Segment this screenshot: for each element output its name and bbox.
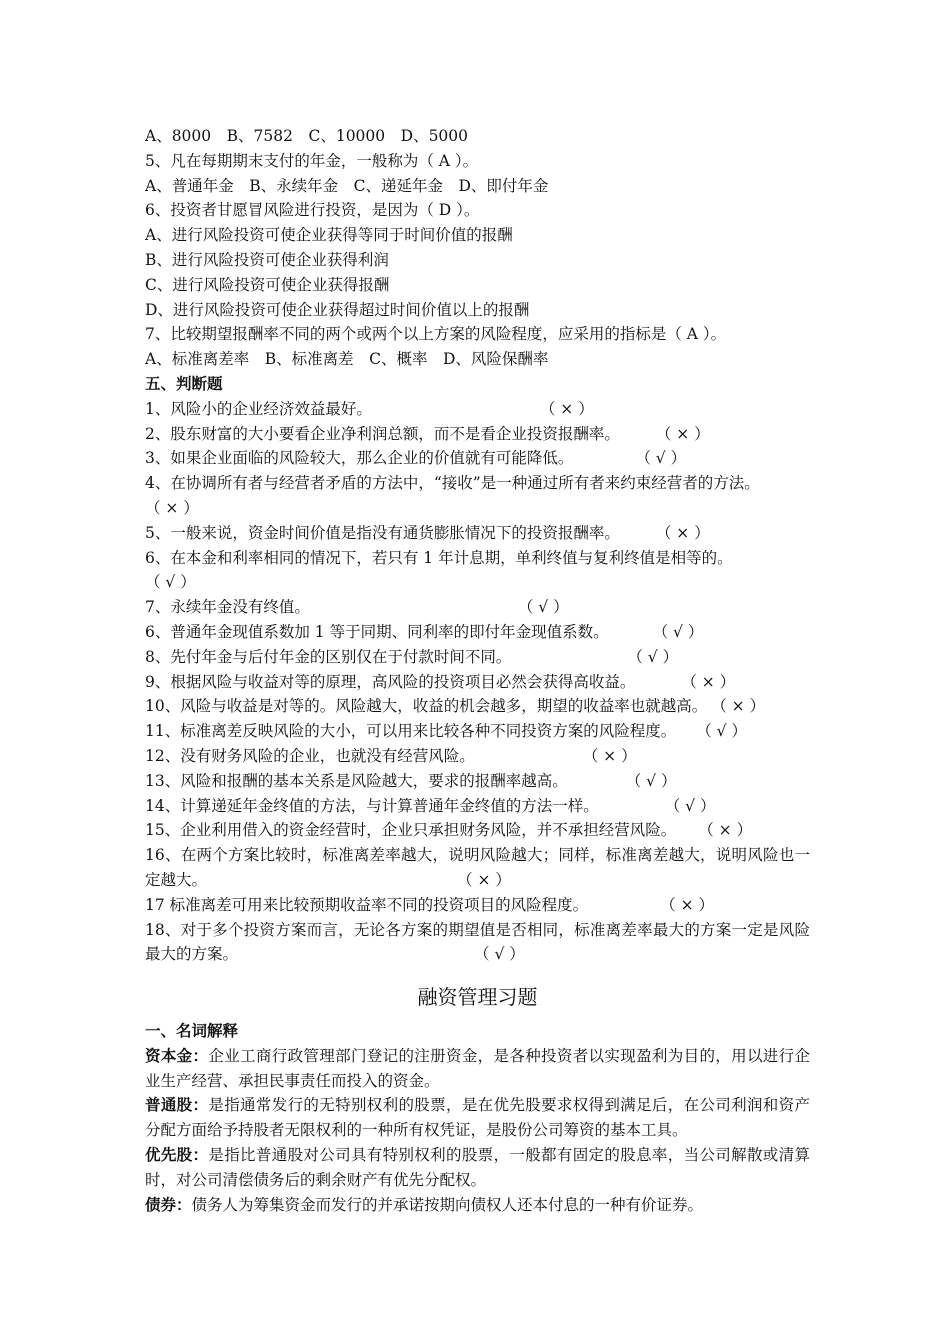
term-entry xyxy=(145,1193,810,1218)
judgment-item xyxy=(145,794,810,819)
term-label: 普通股： xyxy=(145,1095,209,1115)
judgment-text: 6、在本金和利率相同的情况下，若只有 1 年计息期，单利终值与复利终值是相等的。 xyxy=(145,548,733,567)
judgment-answer: （ √ ） xyxy=(474,945,525,964)
judgment-answer: （ √ ） xyxy=(517,598,569,617)
section-title: 融资管理习题 xyxy=(417,985,538,1010)
term-entry xyxy=(145,1143,810,1193)
term-entry xyxy=(145,1044,810,1094)
judgment-item xyxy=(145,843,810,893)
judgment-answer: （ × ） xyxy=(145,498,199,517)
judgment-item xyxy=(145,645,810,670)
judgment-answer: （ × ） xyxy=(655,424,710,443)
judgment-answer: （ √ ） xyxy=(627,647,679,666)
judgment-text: 3、如果企业面临的风险较大，那么企业的价值就有可能降低。 xyxy=(145,449,574,468)
judgment-item xyxy=(145,918,810,968)
judgment-answer: （ √ ） xyxy=(664,796,716,815)
judgment-answer: （ √ ） xyxy=(696,722,747,741)
judgment-text: 2、股东财富的大小要看企业净利润总额，而不是看企业投资报酬率。 xyxy=(145,424,620,443)
document-content xyxy=(145,124,810,1217)
judgment-answer: （ × ） xyxy=(681,672,736,691)
judgment-item xyxy=(145,818,810,843)
term-label: 债券： xyxy=(145,1194,192,1214)
judgment-answer: （ √ ） xyxy=(625,771,677,790)
judgment-item xyxy=(145,670,810,695)
judgment-text: 5、一般来说，资金时间价值是指没有通货膨胀情况下的投资报酬率。 xyxy=(145,523,620,542)
judgment-item xyxy=(145,620,810,645)
judgment-text: 18、对于多个投资方案而言，无论各方案的期望值是否相同，标准离差率最大的方案一定是风险最大的方案。 xyxy=(145,920,810,964)
term-definition: 是指比普通股对公司具有特别权利的股票，一般都有固定的股息率，当公司解散或清算时，对公司清偿债务后的剩余财产有优先分配权。 xyxy=(145,1146,810,1189)
judgment-item xyxy=(145,719,810,744)
judgment-answer: （ × ） xyxy=(698,821,753,840)
judgment-heading: 五、判断题 xyxy=(145,373,223,393)
judgment-answer: （ × ） xyxy=(711,697,766,716)
mcq-question: 5、凡在每期期末支付的年金，一般称为（ A ）。 xyxy=(145,151,479,170)
judgment-text: 6、普通年金现值系数加 1 等于同期、同利率的即付年金现值系数。 xyxy=(145,622,609,641)
judgment-answer: （ × ） xyxy=(582,746,637,765)
judgment-answer: （ × ） xyxy=(655,523,710,542)
term-definition: 债务人为筹集资金而发行的并承诺按期向债权人还本付息的一种有价证券。 xyxy=(191,1195,704,1214)
judgment-item xyxy=(145,744,810,769)
mcq-question: 6、投资者甘愿冒风险进行投资，是因为（ D ）。 xyxy=(145,201,480,220)
mcq-line: A、普通年金 B、永续年金 C、递延年金 D、即付年金 xyxy=(145,176,549,195)
judgment-text: 11、标准离差反映风险的大小，可以用来比较各种不同投资方案的风险程度。 xyxy=(145,722,677,741)
mcq-line: A、标准离差率 B、标准离差 C、概率 D、风险保酬率 xyxy=(145,350,549,369)
judgment-text: 9、根据风险与收益对等的原理，高风险的投资项目必然会获得高收益。 xyxy=(145,672,636,691)
judgment-item xyxy=(145,769,810,794)
mcq-question: 7、比较期望报酬率不同的两个或两个以上方案的风险程度，应采用的指标是（ A ）。 xyxy=(145,325,727,344)
mcq-line: A、8000 B、7582 C、10000 D、5000 xyxy=(145,127,469,145)
mcq-line: D、进行风险投资可使企业获得超过时间价值以上的报酬 xyxy=(145,300,530,319)
judgment-answer: （ × ） xyxy=(539,399,594,418)
judgment-text: 16、在两个方案比较时，标准离差率越大，说明风险越大；同样，标准离差越大，说明风险也一定越大。 xyxy=(145,846,810,889)
judgment-text: 14、计算递延年金终值的方法，与计算普通年金终值的方法一样。 xyxy=(145,796,599,815)
judgment-item xyxy=(145,595,810,620)
judgment-answer: （ √ ） xyxy=(652,622,704,641)
judgment-item xyxy=(145,893,810,918)
mcq-line: A、进行风险投资可使企业获得等同于时间价值的报酬 xyxy=(145,226,513,245)
judgment-item xyxy=(145,397,810,422)
judgment-text: 7、永续年金没有终值。 xyxy=(145,598,310,617)
judgment-text: 8、先付年金与后付年金的区别仅在于付款时间不同。 xyxy=(145,647,512,666)
judgment-answer: （ √ ） xyxy=(145,573,196,592)
term-definition: 企业工商行政管理部门登记的注册资金，是各种投资者以实现盈利为目的，用以进行企业生产经营、承担民事责任而投入的资金。 xyxy=(145,1046,810,1090)
judgment-item xyxy=(145,521,810,546)
term-label: 资本金： xyxy=(145,1045,209,1065)
mcq-line: B、进行风险投资可使企业获得利润 xyxy=(145,250,389,269)
judgment-answer: （ × ） xyxy=(457,870,511,889)
mcq-line: C、进行风险投资可使企业获得报酬 xyxy=(145,275,390,294)
judgment-text: 10、风险与收益是对等的。风险越大，收益的机会越多，期望的收益率也就越高。 xyxy=(145,697,708,716)
judgment-text: 1、风险小的企业经济效益最好。 xyxy=(145,399,372,418)
term-label: 优先股： xyxy=(145,1145,209,1165)
terms-heading: 一、名词解释 xyxy=(145,1021,239,1041)
judgment-text: 13、风险和报酬的基本关系是风险越大，要求的报酬率越高。 xyxy=(145,771,568,790)
judgment-item xyxy=(145,446,810,471)
judgment-text: 4、在协调所有者与经营者矛盾的方法中，“接收”是一种通过所有者来约束经营者的方法。 xyxy=(145,474,760,493)
judgment-text: 17 标准离差可用来比较预期收益率不同的投资项目的风险程度。 xyxy=(145,895,589,914)
term-entry xyxy=(145,1093,810,1143)
term-definition: 是指通常发行的无特别权利的股票，是在优先股要求权得到满足后，在公司利润和资产分配方面给予持股者无限权利的一种所有权凭证，是股份公司筹资的基本工具。 xyxy=(145,1096,810,1140)
judgment-text: 15、企业利用借入的资金经营时，企业只承担财务风险，并不承担经营风险。 xyxy=(145,821,677,840)
judgment-answer: （ × ） xyxy=(660,895,714,914)
judgment-item xyxy=(145,546,810,596)
judgment-item xyxy=(145,471,810,521)
judgment-text: 12、没有财务风险的企业，也就没有经营风险。 xyxy=(145,746,475,765)
judgment-item xyxy=(145,694,810,719)
judgment-item xyxy=(145,422,810,447)
judgment-answer: （ √ ） xyxy=(635,449,687,468)
